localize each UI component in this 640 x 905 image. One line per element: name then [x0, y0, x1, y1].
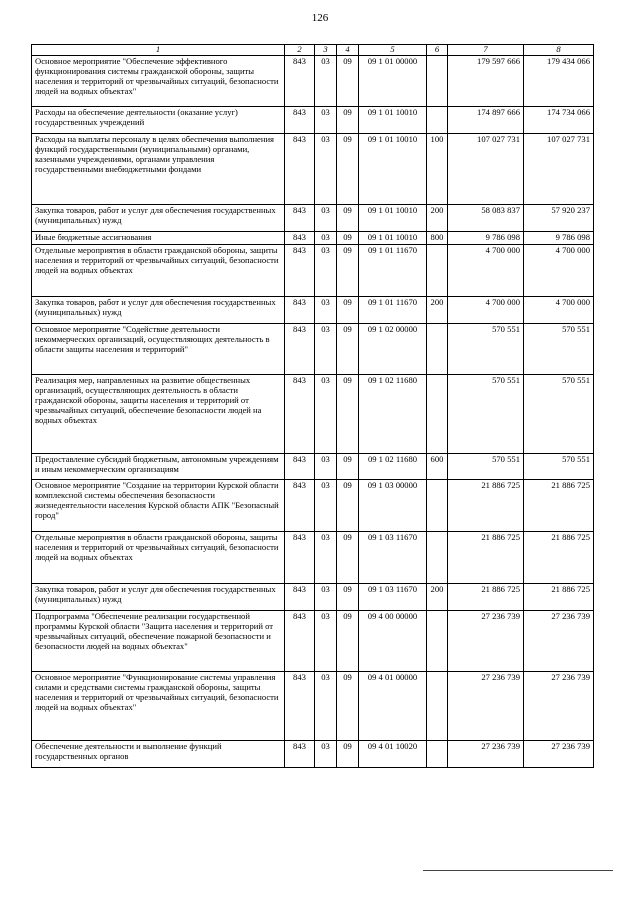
row-code-cell: 843	[285, 583, 315, 610]
row-expense-type-cell: 800	[427, 231, 448, 244]
table-row	[32, 133, 594, 204]
row-section-cell: 03	[315, 296, 337, 323]
row-name-cell: Основное мероприятие "Содействие деятельности некоммерческих организаций, осуществляющих деятельность в области защиты населения и территорий"	[32, 323, 285, 374]
row-code-cell: 843	[285, 244, 315, 296]
header-cell: 7	[448, 45, 524, 56]
row-section-cell: 03	[315, 106, 337, 133]
row-amount-year1-cell: 570 551	[448, 323, 524, 374]
row-expense-type-cell	[427, 479, 448, 531]
row-expense-type-cell	[427, 671, 448, 740]
row-code-cell: 843	[285, 55, 315, 106]
row-section-cell: 03	[315, 231, 337, 244]
row-section-cell: 03	[315, 583, 337, 610]
row-subsection-cell: 09	[337, 453, 359, 479]
row-amount-year1-cell: 21 886 725	[448, 531, 524, 583]
row-target-article-cell: 09 1 01 00000	[359, 55, 427, 106]
row-expense-type-cell: 200	[427, 583, 448, 610]
row-amount-year1-cell: 570 551	[448, 374, 524, 453]
row-amount-year1-cell: 4 700 000	[448, 296, 524, 323]
row-subsection-cell: 09	[337, 133, 359, 204]
row-expense-type-cell: 600	[427, 453, 448, 479]
row-amount-year2-cell: 57 920 237	[524, 204, 594, 231]
table-row	[32, 296, 594, 323]
row-name-cell: Закупка товаров, работ и услуг для обеспечения государственных (муниципальных) нужд	[32, 204, 285, 231]
row-section-cell: 03	[315, 740, 337, 767]
table-row	[32, 531, 594, 583]
row-amount-year2-cell: 107 027 731	[524, 133, 594, 204]
row-name-cell: Подпрограмма "Обеспечение реализации государственной программы Курской области "Защита населения и территорий от чрезвычайных ситуаций, обеспечение пожарной безопасности и безопасности людей на водных объектах"	[32, 610, 285, 671]
row-section-cell: 03	[315, 204, 337, 231]
row-name-cell: Основное мероприятие "Обеспечение эффективного функционирования системы гражданской обороны, защиты населения и территорий от чрезвычайных ситуаций, безопасности людей на водных объектах"	[32, 55, 285, 106]
row-amount-year2-cell: 570 551	[524, 323, 594, 374]
row-section-cell: 03	[315, 453, 337, 479]
row-amount-year1-cell: 58 083 837	[448, 204, 524, 231]
row-amount-year1-cell: 27 236 739	[448, 671, 524, 740]
row-name-cell: Отдельные мероприятия в области гражданской обороны, защиты населения и территорий от чрезвычайных ситуаций, безопасности людей на водных объектах	[32, 244, 285, 296]
row-amount-year2-cell: 4 700 000	[524, 244, 594, 296]
row-name-cell: Отдельные мероприятия в области гражданской обороны, защиты населения и территорий от чрезвычайных ситуаций, безопасности людей на водных объектах	[32, 531, 285, 583]
table-row	[32, 55, 594, 106]
row-expense-type-cell	[427, 106, 448, 133]
row-target-article-cell: 09 1 01 11670	[359, 296, 427, 323]
table-row	[32, 610, 594, 671]
row-section-cell: 03	[315, 479, 337, 531]
table-row	[32, 479, 594, 531]
row-subsection-cell: 09	[337, 610, 359, 671]
header-cell: 8	[524, 45, 594, 56]
row-section-cell: 03	[315, 610, 337, 671]
row-amount-year2-cell: 174 734 066	[524, 106, 594, 133]
row-code-cell: 843	[285, 479, 315, 531]
row-amount-year1-cell: 570 551	[448, 453, 524, 479]
row-code-cell: 843	[285, 740, 315, 767]
row-expense-type-cell	[427, 55, 448, 106]
row-code-cell: 843	[285, 133, 315, 204]
row-name-cell: Обеспечение деятельности и выполнение функций государственных органов	[32, 740, 285, 767]
row-target-article-cell: 09 1 03 11670	[359, 531, 427, 583]
row-section-cell: 03	[315, 531, 337, 583]
row-target-article-cell: 09 4 01 00000	[359, 671, 427, 740]
row-amount-year1-cell: 4 700 000	[448, 244, 524, 296]
table-row	[32, 323, 594, 374]
table-row	[32, 231, 594, 244]
table-row	[32, 244, 594, 296]
row-section-cell: 03	[315, 133, 337, 204]
row-target-article-cell: 09 4 00 00000	[359, 610, 427, 671]
row-name-cell: Иные бюджетные ассигнования	[32, 231, 285, 244]
row-expense-type-cell: 200	[427, 204, 448, 231]
header-cell: 1	[32, 45, 285, 56]
row-amount-year1-cell: 27 236 739	[448, 740, 524, 767]
row-subsection-cell: 09	[337, 204, 359, 231]
row-name-cell: Закупка товаров, работ и услуг для обеспечения государственных (муниципальных) нужд	[32, 296, 285, 323]
row-code-cell: 843	[285, 106, 315, 133]
row-amount-year2-cell: 21 886 725	[524, 583, 594, 610]
row-name-cell: Закупка товаров, работ и услуг для обеспечения государственных (муниципальных) нужд	[32, 583, 285, 610]
row-section-cell: 03	[315, 374, 337, 453]
row-amount-year2-cell: 21 886 725	[524, 531, 594, 583]
row-amount-year2-cell: 27 236 739	[524, 610, 594, 671]
table-row	[32, 740, 594, 767]
row-expense-type-cell: 100	[427, 133, 448, 204]
budget-table	[31, 44, 594, 768]
footer-divider	[423, 870, 613, 871]
row-amount-year2-cell: 27 236 739	[524, 740, 594, 767]
row-amount-year1-cell: 21 886 725	[448, 479, 524, 531]
row-amount-year2-cell: 21 886 725	[524, 479, 594, 531]
row-subsection-cell: 09	[337, 244, 359, 296]
row-subsection-cell: 09	[337, 671, 359, 740]
row-amount-year1-cell: 174 897 666	[448, 106, 524, 133]
row-target-article-cell: 09 1 02 11680	[359, 453, 427, 479]
row-code-cell: 843	[285, 610, 315, 671]
row-section-cell: 03	[315, 55, 337, 106]
header-cell: 4	[337, 45, 359, 56]
row-target-article-cell: 09 1 01 10010	[359, 106, 427, 133]
row-amount-year1-cell: 107 027 731	[448, 133, 524, 204]
header-cell: 5	[359, 45, 427, 56]
page-number: 126	[311, 12, 329, 24]
row-amount-year1-cell: 179 597 666	[448, 55, 524, 106]
table-row	[32, 583, 594, 610]
row-code-cell: 843	[285, 374, 315, 453]
row-target-article-cell: 09 1 01 10010	[359, 231, 427, 244]
row-target-article-cell: 09 1 01 10010	[359, 133, 427, 204]
row-expense-type-cell	[427, 740, 448, 767]
row-target-article-cell: 09 1 03 00000	[359, 479, 427, 531]
row-code-cell: 843	[285, 453, 315, 479]
row-section-cell: 03	[315, 671, 337, 740]
row-section-cell: 03	[315, 323, 337, 374]
header-cell: 2	[285, 45, 315, 56]
row-name-cell: Реализация мер, направленных на развитие общественных организаций, осуществляющих деятельность в области гражданской обороны, защиты населения и территорий от чрезвычайных ситуаций, обеспечение безопасности людей на водных объектах	[32, 374, 285, 453]
row-expense-type-cell	[427, 244, 448, 296]
row-subsection-cell: 09	[337, 479, 359, 531]
row-subsection-cell: 09	[337, 740, 359, 767]
header-cell: 6	[427, 45, 448, 56]
row-target-article-cell: 09 1 02 00000	[359, 323, 427, 374]
row-subsection-cell: 09	[337, 106, 359, 133]
row-subsection-cell: 09	[337, 323, 359, 374]
table-row	[32, 374, 594, 453]
row-expense-type-cell	[427, 374, 448, 453]
header-cell: 3	[315, 45, 337, 56]
row-code-cell: 843	[285, 231, 315, 244]
row-subsection-cell: 09	[337, 583, 359, 610]
table-row	[32, 453, 594, 479]
row-subsection-cell: 09	[337, 374, 359, 453]
row-code-cell: 843	[285, 531, 315, 583]
row-expense-type-cell	[427, 610, 448, 671]
row-target-article-cell: 09 1 02 11680	[359, 374, 427, 453]
row-amount-year2-cell: 570 551	[524, 374, 594, 453]
row-amount-year2-cell: 27 236 739	[524, 671, 594, 740]
row-name-cell: Предоставление субсидий бюджетным, автономным учреждениям и иным некоммерческим организациям	[32, 453, 285, 479]
row-expense-type-cell: 200	[427, 296, 448, 323]
row-section-cell: 03	[315, 244, 337, 296]
row-amount-year1-cell: 9 786 098	[448, 231, 524, 244]
row-code-cell: 843	[285, 671, 315, 740]
row-name-cell: Расходы на выплаты персоналу в целях обеспечения выполнения функций государственными (муниципальными) органами, казенными учреждениями, органами управления государственными внебюджетными фондами	[32, 133, 285, 204]
row-target-article-cell: 09 1 03 11670	[359, 583, 427, 610]
row-subsection-cell: 09	[337, 231, 359, 244]
row-amount-year2-cell: 4 700 000	[524, 296, 594, 323]
row-target-article-cell: 09 1 01 11670	[359, 244, 427, 296]
row-code-cell: 843	[285, 204, 315, 231]
row-amount-year2-cell: 179 434 066	[524, 55, 594, 106]
row-amount-year1-cell: 21 886 725	[448, 583, 524, 610]
table-row	[32, 106, 594, 133]
table-row	[32, 204, 594, 231]
row-code-cell: 843	[285, 323, 315, 374]
row-amount-year2-cell: 570 551	[524, 453, 594, 479]
table-header-row	[32, 45, 594, 56]
row-name-cell: Расходы на обеспечение деятельности (оказание услуг) государственных учреждений	[32, 106, 285, 133]
row-name-cell: Основное мероприятие "Создание на территории Курской области комплексной системы обеспечения безопасности жизнедеятельности населения Курской области АПК "Безопасный город"	[32, 479, 285, 531]
row-amount-year1-cell: 27 236 739	[448, 610, 524, 671]
row-expense-type-cell	[427, 531, 448, 583]
table-row	[32, 671, 594, 740]
row-amount-year2-cell: 9 786 098	[524, 231, 594, 244]
row-target-article-cell: 09 1 01 10010	[359, 204, 427, 231]
row-expense-type-cell	[427, 323, 448, 374]
row-name-cell: Основное мероприятие "Функционирование системы управления силами и средствами системы гражданской обороны, защиты населения и территорий от чрезвычайных ситуаций, безопасности людей на водных объектах"	[32, 671, 285, 740]
row-code-cell: 843	[285, 296, 315, 323]
row-subsection-cell: 09	[337, 55, 359, 106]
row-target-article-cell: 09 4 01 10020	[359, 740, 427, 767]
row-subsection-cell: 09	[337, 296, 359, 323]
row-subsection-cell: 09	[337, 531, 359, 583]
